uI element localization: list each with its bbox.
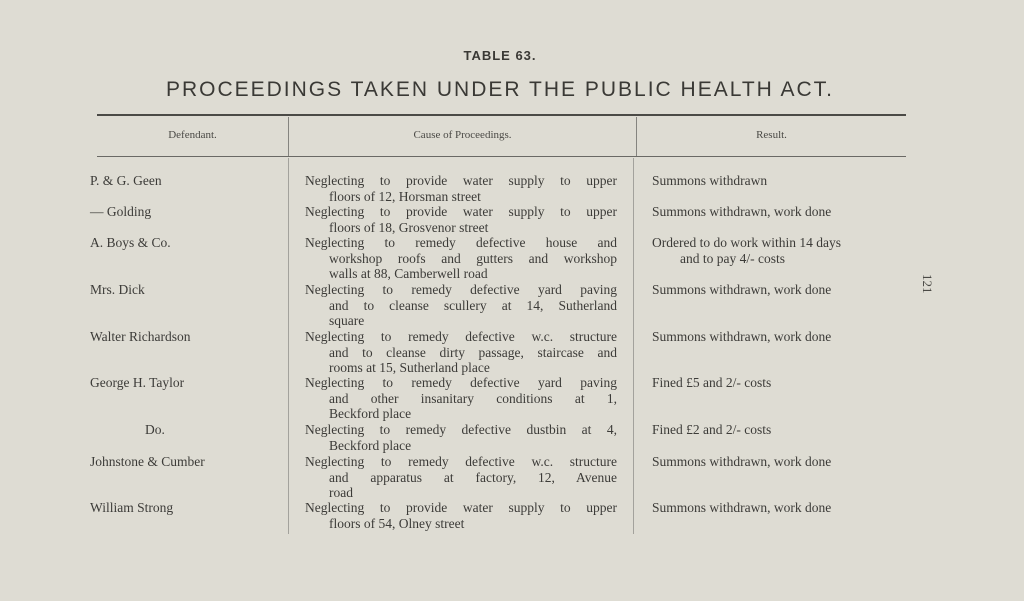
cause-line: Beckford place xyxy=(329,406,412,421)
cause-line: Neglecting to remedy defective yard paving xyxy=(305,375,617,390)
column-header-cause: Cause of Proceedings. xyxy=(413,129,512,141)
cause-cell xyxy=(305,235,617,282)
cause-line: workshop roofs and gutters and workshop xyxy=(329,250,617,266)
result-cell xyxy=(652,422,771,438)
cause-line: square xyxy=(329,313,365,328)
cause-line: Neglecting to provide water supply to upper xyxy=(305,173,617,188)
cause-line: and to cleanse dirty passage, staircase and xyxy=(329,344,617,360)
cause-line: road xyxy=(329,485,353,500)
defendant-cell: Mrs. Dick xyxy=(90,282,145,297)
result-cell xyxy=(652,173,767,189)
result-line: Summons withdrawn, work done xyxy=(652,204,832,219)
result-cell xyxy=(652,329,831,345)
column-divider-left xyxy=(288,158,289,534)
cause-line: and to cleanse scullery at 14, Sutherland xyxy=(329,297,617,313)
cause-cell xyxy=(305,329,617,376)
cause-line: floors of 18, Grosvenor street xyxy=(329,219,489,235)
cause-cell xyxy=(305,204,617,235)
cause-line: walls at 88, Camberwell road xyxy=(329,266,488,281)
defendant-cell: William Strong xyxy=(90,500,174,515)
cause-line: Neglecting to provide water supply to upper xyxy=(305,500,617,515)
result-line: Summons withdrawn, work done xyxy=(652,329,832,344)
cause-line: and other insanitary conditions at 1, xyxy=(329,390,617,406)
defendant-cell: P. & G. Geen xyxy=(90,173,162,188)
result-cell xyxy=(652,454,831,470)
column-header-result: Result. xyxy=(756,129,787,141)
defendant-cell: George H. Taylor xyxy=(90,375,185,390)
cause-cell xyxy=(305,500,617,531)
cause-cell xyxy=(305,375,617,422)
cause-line: Beckford place xyxy=(329,437,412,453)
result-cell xyxy=(652,375,771,391)
cause-line: Neglecting to provide water supply to upper xyxy=(305,204,617,219)
cause-line: Neglecting to remedy defective w.c. structure xyxy=(305,329,617,344)
cause-line: Neglecting to remedy defective dustbin at 4, xyxy=(305,422,617,437)
cause-line: Neglecting to remedy defective yard paving xyxy=(305,282,617,297)
cause-cell xyxy=(305,173,617,204)
result-line: Summons withdrawn, work done xyxy=(652,454,832,469)
result-line: Ordered to do work within 14 days xyxy=(652,235,841,250)
cause-line: rooms at 15, Sutherland place xyxy=(329,360,490,375)
defendant-cell: Walter Richardson xyxy=(90,329,191,344)
cause-line: Neglecting to remedy defective house and xyxy=(305,235,617,250)
defendant-cell: — Golding xyxy=(90,204,152,219)
result-cell xyxy=(652,235,841,267)
result-cell xyxy=(652,282,831,298)
cause-cell xyxy=(305,422,617,453)
defendant-cell: Johnstone & Cumber xyxy=(90,454,205,469)
column-divider-right xyxy=(633,158,634,534)
cause-cell xyxy=(305,454,617,501)
top-rule xyxy=(97,114,906,116)
column-header-defendant: Defendant. xyxy=(168,129,217,141)
cause-cell xyxy=(305,282,617,329)
result-line: Fined £2 and 2/- costs xyxy=(652,422,772,437)
page-title: PROCEEDINGS TAKEN UNDER THE PUBLIC HEALTH ACT. xyxy=(165,78,835,101)
defendant-cell: Do. xyxy=(145,422,165,437)
page-number: 121 xyxy=(920,274,935,294)
cause-line: and apparatus at factory, 12, Avenue xyxy=(329,469,617,485)
result-line: Summons withdrawn, work done xyxy=(652,282,832,297)
table-label: TABLE 63. xyxy=(463,48,537,63)
result-line: Summons withdrawn xyxy=(652,173,768,188)
cause-line: Neglecting to remedy defective w.c. structure xyxy=(305,454,617,469)
cause-line: floors of 12, Horsman street xyxy=(329,188,481,204)
cause-line: floors of 54, Olney street xyxy=(329,515,465,531)
result-line: and to pay 4/- costs xyxy=(680,251,785,266)
result-line: Fined £5 and 2/- costs xyxy=(652,375,772,390)
header-rule xyxy=(97,156,906,157)
result-cell xyxy=(652,500,831,516)
result-cell xyxy=(652,204,831,220)
result-line: Summons withdrawn, work done xyxy=(652,500,832,515)
defendant-cell: A. Boys & Co. xyxy=(90,235,171,250)
